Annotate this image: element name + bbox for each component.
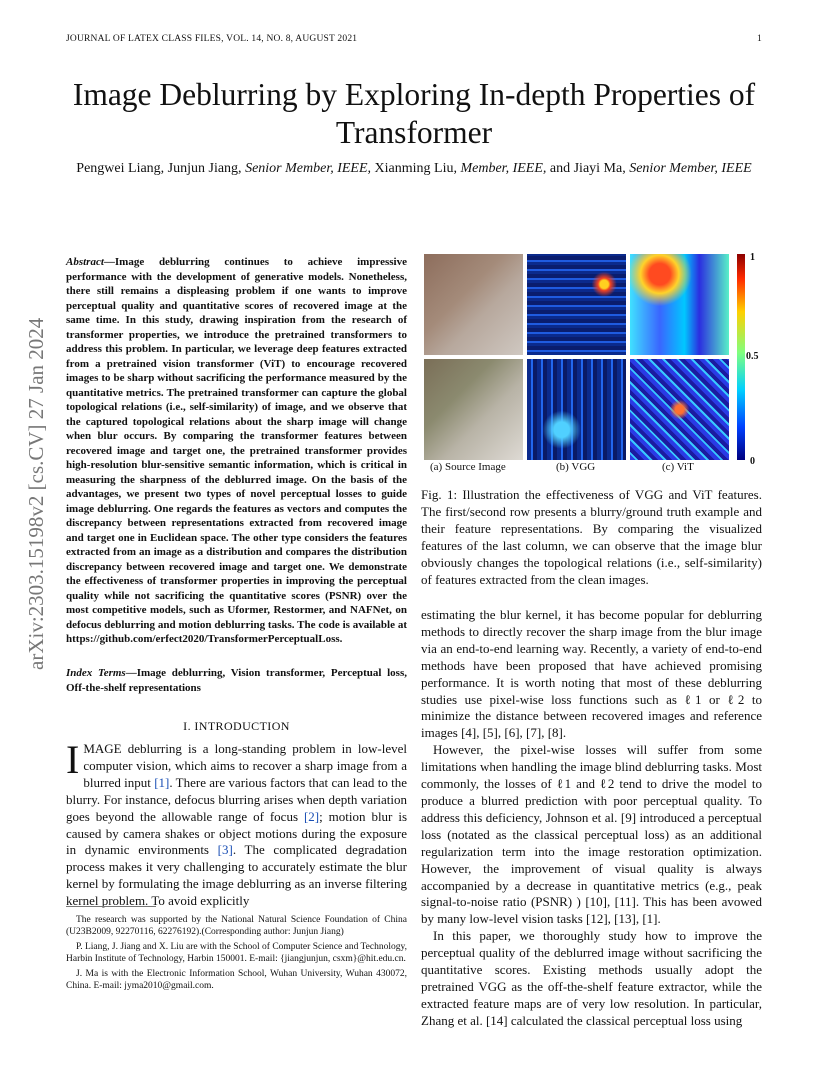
colorbar-label: 0 bbox=[750, 456, 755, 467]
vgg-feature-sharp bbox=[527, 359, 626, 460]
author-list: Pengwei Liang, Junjun Jiang, Senior Member, IEEE, Xianming Liu, Member, IEEE, and Jiayi Ma, Senior Member, IEEE bbox=[76, 161, 752, 176]
intro-paragraph: IMAGE deblurring is a long-standing problem in low-level computer vision, which aims to recover a sharp image from a blurred input [1]. There are various factors that can lead to the blurry. For instance, defocus blurring arises when depth variation goes beyond the allowable range of focus [2]; motion blur is caused by camera shakes or object motions during the exposure in dynamic environments [3]. The complicated degradation process makes it very challenging to accurately estimate the blur kernel by formulating the image deblurring as an inverse filtering kernel problem. To avoid explicitly bbox=[66, 737, 408, 909]
citation-link[interactable]: [2] bbox=[303, 808, 320, 824]
paper-title: Image Deblurring by Exploring In-depth Properties of Transformer bbox=[72, 77, 756, 150]
subcaption: (b) VGG bbox=[556, 461, 596, 473]
section-heading: I. INTRODUCTION bbox=[183, 719, 290, 733]
footnote: P. Liang, J. Jiang and X. Liu are with the School of Computer Science and Technology, Harbin Institute of Technology, Harbin 150001. E-mail: {jiangjunjun, csxm}@hit.edu.cn. bbox=[66, 941, 407, 965]
source-image-sharp bbox=[424, 359, 523, 460]
arxiv-stamp: arXiv:2303.15198v2 [cs.CV] 27 Jan 2024 bbox=[24, 317, 48, 670]
figure-caption: Fig. 1: Illustration the effectiveness of VGG and ViT features. The first/second row presents a blurry/ground truth example and their feature representations. By comparing the visualized features of the last column, we can observe that the image blur obviously changes the topological relations (i.e., self-similarity) of features extracted from the clean images. bbox=[421, 487, 762, 587]
page-number: 1 bbox=[757, 34, 762, 44]
citation-link[interactable]: [1] bbox=[154, 774, 170, 790]
footnote: The research was supported by the National Natural Science Foundation of China (U23B2009, 92270116, 62276192).(Corresponding author: Junjun Jiang) bbox=[66, 915, 407, 938]
right-column-body bbox=[421, 607, 762, 1030]
footnote: J. Ma is with the Electronic Information School, Wuhan University, Wuhan 430072, China. E-mail: jyma2010@gmail.com. bbox=[66, 968, 407, 992]
paragraph: estimating the blur kernel, it has become popular for deblurring methods to directly recover the sharp image from the blur image via an end-to-end learning way. Recently, a variety of end-to-end methods have been proposed that have achieved promising performance. It is worth noting that most of these deblurring studies use pixel-wise loss functions such as ℓ1 or ℓ2 to minimize the distance between recovered images and reference images [4], [5], [6], [7], [8]. bbox=[421, 607, 762, 741]
colorbar bbox=[737, 254, 745, 460]
vgg-feature-blurry bbox=[527, 254, 626, 355]
paragraph: In this paper, we thoroughly study how to improve the perceptual quality of the deblurred image without sacrificing the quantitative scores. Existing methods usually adopt the pretrained VGG as the off-the-shelf feature extractor, while the extracted feature maps are of very low resolution. In particular, Zhang et al. [14] calculated the classical perceptual loss using bbox=[421, 928, 762, 1028]
footnotes bbox=[66, 914, 407, 994]
abstract bbox=[66, 255, 407, 647]
drop-cap: I bbox=[66, 737, 80, 782]
subcaption: (c) ViT bbox=[662, 461, 694, 473]
index-terms-label: Index Terms bbox=[66, 667, 126, 679]
source-image-blurry bbox=[424, 254, 523, 355]
colorbar-label: 0.5 bbox=[746, 351, 759, 362]
citation-link[interactable]: [3] bbox=[217, 842, 233, 858]
running-header: JOURNAL OF LATEX CLASS FILES, VOL. 14, NO. 8, AUGUST 2021 bbox=[66, 34, 358, 44]
vit-feature-sharp bbox=[630, 359, 729, 460]
vit-feature-blurry bbox=[630, 254, 729, 355]
subcaption: (a) Source Image bbox=[430, 461, 506, 473]
abstract-label: Abstract bbox=[66, 256, 104, 268]
colorbar-label: 1 bbox=[750, 252, 755, 263]
paragraph: However, the pixel-wise losses will suffer from some limitations when handling the image blind deblurring tasks. Most commonly, the losses of ℓ1 and ℓ2 tend to drive the model to produce a blurred prediction with poor perceptual quality. To address this deficiency, Johnson et al. [9] introduced a perceptual loss (notated as the classical perceptual loss) as an additional regularization term into the image restoration optimization. However, the improvement of visual quality is always accompanied by a decrease in quantitative metrics (e.g., peak signal-to-noise ratio (PSNR) ) [10], [11]. This has been avowed by many low-level vision tasks [12], [13], [1]. bbox=[421, 742, 762, 927]
footnote-rule bbox=[66, 906, 156, 907]
index-terms: Index Terms—Image deblurring, Vision transformer, Perceptual loss, Off-the-shelf representations bbox=[66, 667, 407, 694]
abstract-text: —Image deblurring continues to achieve impressive performance with the development of generative models. Nonetheless, there still remains a displeasing problem if one wants to improve perceptual quality and quantitative scores of recovered image at the same time. In this study, drawing inspiration from the research of transformer properties, we introduce the pretrained transformers to address this problem. In particular, we leverage deep features extracted from a pretrained vision transformer (ViT) to encourage recovered images to be sharp without sacrificing the performance measured by the quantitative metrics. The pretrained transformer can capture the global topological relations (i.e., self-similarity) of image, and we observe that the captured topological relations about the sharp image will change when blur occurs. By comparing the transformer features between recovered image and target one, the pretrained transformer provides high-resolution blur-sensitive semantic information, which is critical in measuring the sharpness of the deblurred image. On the basis of the advantages, we present two types of novel perceptual losses to guide image deblurring. One regards the features as vectors and computes the discrepancy between representations extracted from recovered image and target one in Euclidean space. The other type considers the features extracted from an image as a distribution and compares the distribution discrepancy between recovered image and target one. We demonstrate the effectiveness of transformer properties in improving the perceptual quality while not sacrificing the quantitative scores (PSNR) over the most competitive models, such as Uformer, Restormer, and NAFNet, on defocus deblurring and motion deblurring tasks. The code is available at https://github.com/erfect2020/TransformerPerceptualLoss. bbox=[66, 256, 407, 645]
